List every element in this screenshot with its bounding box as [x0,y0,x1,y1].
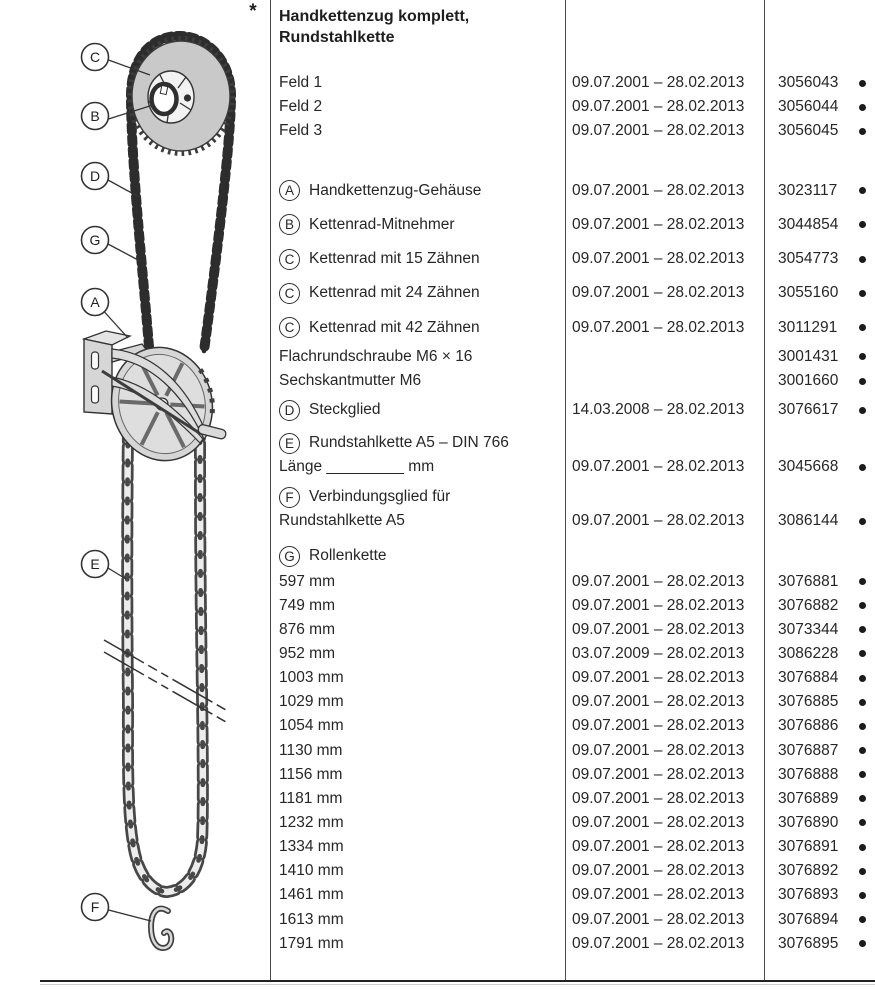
part-number-cell [765,790,875,808]
callout-letter-badge: D [279,400,300,421]
availability-dot [859,221,866,228]
part-number-cell [765,766,875,784]
part-label-cell [270,935,566,953]
part-label: Flachrundschraube M6 × 16 [279,347,473,365]
table-title [270,0,875,71]
date-range: 09.07.2001 – 28.02.2013 [572,284,745,302]
callout-f-label: F [90,899,100,915]
date-range: 09.07.2001 – 28.02.2013 [572,181,745,199]
availability-dot [859,771,866,778]
callout-letter-badge: C [279,283,300,304]
availability-dot [859,407,866,414]
date-range: 03.07.2009 – 28.02.2013 [572,644,745,662]
callout-g-label: G [89,232,101,248]
table-row [270,690,875,714]
callout-letter-badge: C [279,249,300,270]
part-number-cell [765,458,875,476]
date-range: 09.07.2001 – 28.02.2013 [572,669,745,687]
part-number: 3055160 [778,284,839,302]
part-label-cell [270,838,566,856]
date-range: 09.07.2001 – 28.02.2013 [572,596,745,614]
part-label: 1029 mm [279,693,344,711]
date-range: 09.07.2001 – 28.02.2013 [572,910,745,928]
date-range: 09.07.2001 – 28.02.2013 [572,765,745,783]
callout-b-label: B [90,108,100,124]
date-range: 14.03.2008 – 28.02.2013 [572,401,745,419]
part-label: Steckglied [309,401,381,419]
part-label-cell [270,249,566,270]
part-label-cell [270,74,566,92]
part-label: Kettenrad mit 24 Zähnen [309,284,480,302]
part-label: Feld 1 [279,74,323,92]
part-label: 1130 mm [279,741,343,759]
part-number: 3086228 [778,644,839,662]
callout-e-label: E [90,556,100,572]
part-label-cell [270,214,566,235]
part-label-cell [270,669,566,687]
part-number: 3076892 [778,862,839,880]
callout-a-icon [82,289,129,339]
part-label: Rollenkette [309,547,387,565]
page-bottom-rule-shadow [40,984,875,985]
availability-dot [859,626,866,633]
availability-dot [859,650,866,657]
part-label: Sechskantmutter M6 [279,372,422,390]
date-range: 09.07.2001 – 28.02.2013 [572,717,745,735]
part-label-cell [270,458,566,476]
table-row [270,618,875,642]
part-label: 1613 mm [279,910,344,928]
part-number-cell [765,372,875,390]
part-label-cell [270,573,566,591]
part-label-cell [270,911,566,929]
part-label: 749 mm [279,596,335,614]
availability-dot [859,187,866,194]
part-label-cell [270,317,566,338]
table-row [270,173,875,207]
part-label-cell [270,512,566,530]
table-row [270,907,875,931]
table-row [270,835,875,859]
part-number-cell [765,597,875,615]
table-row [270,811,875,835]
part-label: 1334 mm [279,838,344,856]
availability-dot [859,324,866,331]
table-row [270,345,875,369]
part-label-cell [270,98,566,116]
part-label-cell [270,886,566,904]
part-label: Rundstahlkette A5 [279,512,405,530]
part-label-cell [270,433,875,454]
availability-dot [859,256,866,263]
part-number-cell [765,348,875,366]
part-label-cell [270,283,566,304]
availability-dot [859,795,866,802]
availability-dot [859,819,866,826]
date-range: 09.07.2001 – 28.02.2013 [572,620,745,638]
date-range: 09.07.2001 – 28.02.2013 [572,74,745,92]
part-number: 3045668 [778,458,839,476]
callout-f-icon [82,894,152,922]
part-label-cell [270,645,566,663]
table-row [270,714,875,738]
availability-dot [859,602,866,609]
part-number-cell [765,693,875,711]
availability-dot [859,747,866,754]
part-number: 3076884 [778,669,839,687]
table-row [270,242,875,276]
diagram-pane [0,0,270,990]
callout-c-label: C [89,49,101,65]
part-label: 1461 mm [279,886,344,904]
table-row-line2 [270,455,875,479]
part-number-cell [765,216,875,234]
connecting-link-icon [151,909,171,948]
part-number-cell [765,911,875,929]
part-label: 1003 mm [279,669,344,687]
part-label: 876 mm [279,620,335,638]
callout-g-icon [82,227,141,262]
part-label: Rundstahlkette A5 – DIN 766 [309,434,509,452]
date-range: 09.07.2001 – 28.02.2013 [572,318,745,336]
part-number: 3056045 [778,122,839,140]
part-number-cell [765,838,875,856]
date-range: 09.07.2001 – 28.02.2013 [572,512,745,530]
part-label: 1791 mm [279,934,344,952]
part-number-cell [765,717,875,735]
table-row [270,666,875,690]
callout-letter-badge: A [279,180,300,201]
callout-letter-badge: G [279,546,300,567]
part-number-cell [765,669,875,687]
part-label-cell [270,742,566,760]
part-number: 3073344 [778,620,839,638]
table-row [270,642,875,666]
callout-letter-badge: C [279,317,300,338]
part-number: 3044854 [778,215,839,233]
part-label-cell [270,546,566,567]
table-row [270,71,875,95]
part-number-cell [765,401,875,419]
table-title-line2: Rundstahlkette [279,29,395,47]
availability-dot [859,868,866,875]
part-label-cell [270,862,566,880]
table-row [270,738,875,762]
part-number: 3076882 [778,596,839,614]
table-row [270,119,875,143]
part-label: Verbindungsglied für [309,488,451,506]
table-row [270,485,875,533]
date-range: 09.07.2001 – 28.02.2013 [572,458,745,476]
part-number: 3086144 [778,512,839,530]
part-number-cell [765,573,875,591]
availability-dot [859,518,866,525]
callout-d-label: D [89,168,101,184]
part-number: 3076886 [778,717,839,735]
part-number-cell [765,621,875,639]
part-label: 1181 mm [279,789,343,807]
table-title-line1: Handkettenzug komplett, [279,8,470,25]
date-range: 09.07.2001 – 28.02.2013 [572,741,745,759]
table-row [270,311,875,345]
part-number: 3076894 [778,910,839,928]
hand-chain-hoist-illustration [0,0,270,990]
callout-letter-badge: E [279,433,300,454]
part-number-cell [765,814,875,832]
part-number: 3076893 [778,886,839,904]
part-number: 3054773 [778,250,839,268]
part-label-cell [270,400,566,421]
table-row [270,95,875,119]
availability-dot [859,892,866,899]
part-label-cell [270,487,875,508]
date-range: 09.07.2001 – 28.02.2013 [572,215,745,233]
part-label: 1410 mm [279,862,344,880]
part-label: Kettenrad-Mitnehmer [309,215,455,233]
part-number-cell [765,74,875,92]
table-row [270,594,875,618]
table-row [270,569,875,593]
part-label-cell [270,597,566,615]
part-label: 952 mm [279,644,335,662]
availability-dot [859,940,866,947]
part-label-cell [270,348,566,366]
part-number: 3011291 [778,318,838,336]
part-label: 1156 mm [279,765,343,783]
table-row-line2 [270,509,875,533]
part-number: 3076889 [778,789,839,807]
table-row-line1 [270,431,875,455]
part-number-cell [765,98,875,116]
availability-dot [859,723,866,730]
part-number: 3076891 [778,838,839,856]
part-number: 3056043 [778,74,839,92]
availability-dot [859,378,866,385]
callout-letter-badge: F [279,487,300,508]
availability-dot [859,699,866,706]
part-number: 3076890 [778,813,839,831]
part-number-cell [765,122,875,140]
part-number-cell [765,250,875,268]
table-row [270,369,875,393]
part-number-cell [765,319,875,337]
parts-table-rows [270,71,875,956]
table-row [270,543,875,569]
part-label-cell [270,814,566,832]
table-row [270,859,875,883]
part-number-cell [765,182,875,200]
availability-dot [859,464,866,471]
part-number-cell [765,742,875,760]
table-row [270,393,875,427]
part-label-cell [270,372,566,390]
part-label-cell [270,717,566,735]
part-number: 3076617 [778,401,839,419]
part-number: 3076881 [778,572,839,590]
part-label: Länge _________ mm [279,458,435,476]
date-range: 09.07.2001 – 28.02.2013 [572,572,745,590]
date-range: 09.07.2001 – 28.02.2013 [572,862,745,880]
part-label: Feld 2 [279,98,323,116]
availability-dot [859,578,866,585]
part-label: Kettenrad mit 15 Zähnen [309,250,480,268]
part-number: 3023117 [778,181,838,199]
part-number-cell [765,512,875,530]
part-label: Kettenrad mit 42 Zähnen [309,318,480,336]
part-label: 1054 mm [279,717,344,735]
part-number: 3056044 [778,98,839,116]
table-row [270,763,875,787]
table-row [270,276,875,310]
part-label-cell [270,122,566,140]
part-number: 3076888 [778,765,839,783]
part-number-cell [765,935,875,953]
availability-dot [859,104,866,111]
part-number: 3076885 [778,693,839,711]
part-number-cell [765,284,875,302]
table-row [270,208,875,242]
table-row [270,932,875,956]
date-range: 09.07.2001 – 28.02.2013 [572,838,745,856]
date-range: 09.07.2001 – 28.02.2013 [572,934,745,952]
part-label: Handkettenzug-Gehäuse [309,181,482,199]
availability-dot [859,916,866,923]
part-number: 3001431 [778,347,839,365]
part-number-cell [765,645,875,663]
part-number: 3001660 [778,372,839,390]
availability-dot [859,128,866,135]
part-number: 3076895 [778,934,839,952]
part-label: 1232 mm [279,813,344,831]
part-label-cell [270,766,566,784]
part-number-cell [765,886,875,904]
availability-dot [859,675,866,682]
part-number: 3076887 [778,741,839,759]
availability-dot [859,353,866,360]
date-range: 09.07.2001 – 28.02.2013 [572,122,745,140]
footnote-star: * [249,1,257,22]
callout-letter-badge: B [279,214,300,235]
part-label-cell [270,790,566,808]
date-range: 09.07.2001 – 28.02.2013 [572,886,745,904]
date-range: 09.07.2001 – 28.02.2013 [572,98,745,116]
part-label: Feld 3 [279,122,323,140]
part-label-cell [270,693,566,711]
date-range: 09.07.2001 – 28.02.2013 [572,693,745,711]
part-number-cell [765,862,875,880]
availability-dot [859,290,866,297]
date-range: 09.07.2001 – 28.02.2013 [572,813,745,831]
availability-dot [859,844,866,851]
table-row [270,787,875,811]
part-label-cell [270,621,566,639]
table-row [270,431,875,479]
callout-a-label: A [90,294,100,310]
part-label-cell [270,180,566,201]
table-row [270,883,875,907]
table-row-line1 [270,485,875,509]
date-range: 09.07.2001 – 28.02.2013 [572,250,745,268]
parts-table [270,0,875,982]
part-label: 597 mm [279,572,335,590]
callout-e-icon [82,551,127,580]
availability-dot [859,80,866,87]
date-range: 09.07.2001 – 28.02.2013 [572,789,745,807]
